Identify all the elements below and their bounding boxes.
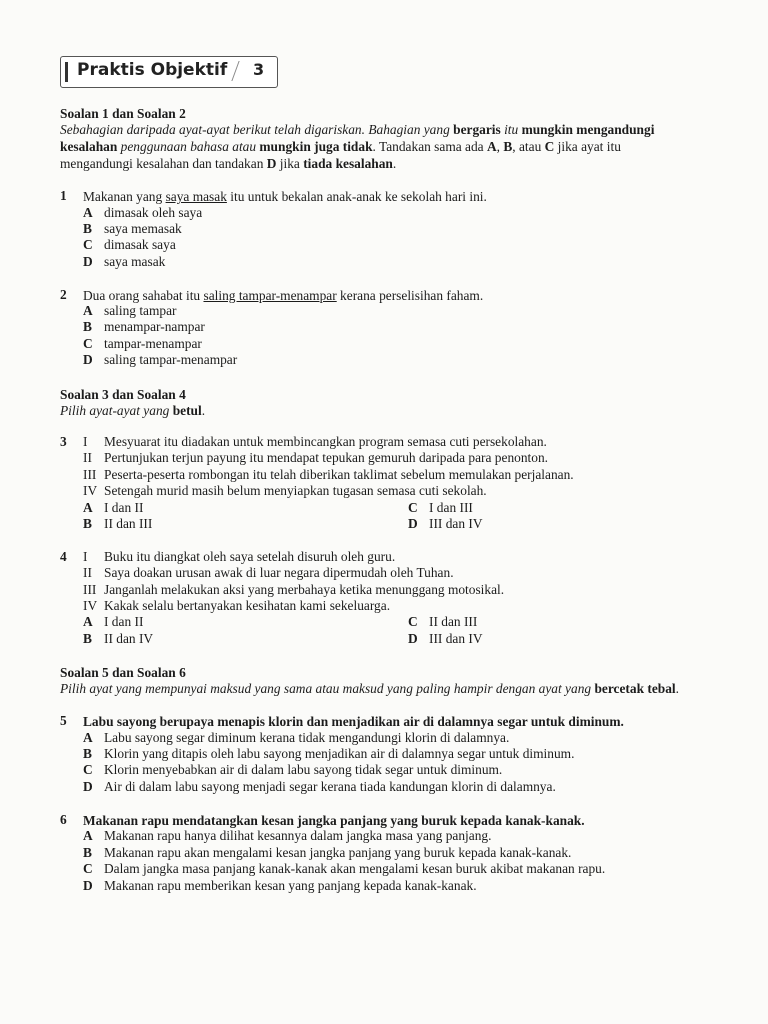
section-heading-5-6: Soalan 5 dan Soalan 6 [60,665,186,680]
question-6-stem: Makanan rapu mendatangkan kesan jangka panjang yang buruk kepada kanak-kanak. [83,813,585,828]
question-number: 2 [60,287,67,302]
statement-text: Buku itu diangkat oleh saya setelah disuruh oleh guru. [104,549,396,564]
roman-numeral: II [83,565,92,580]
option-letter[interactable]: A [83,205,93,220]
exercise-number: 3 [253,60,265,79]
option-letter[interactable]: D [83,352,93,367]
option-letter[interactable]: B [83,746,92,761]
option-text[interactable]: Dalam jangka masa panjang kanak-kanak akan mengalami kesan buruk akibat makanan rapu. [104,861,606,876]
roman-numeral: III [83,467,97,482]
question-number: 3 [60,434,67,449]
question-number: 6 [60,812,67,827]
option-letter[interactable]: D [83,878,93,893]
option-text[interactable]: Makanan rapu memberikan kesan yang panjang kepada kanak-kanak. [104,878,477,893]
option-letter[interactable]: C [83,861,93,876]
option-text[interactable]: Makanan rapu hanya dilihat kesannya dalam jangka masa yang panjang. [104,828,492,843]
option-text[interactable]: saya masak [104,254,166,269]
question-1-stem: Makanan yang saya masak itu untuk bekalan anak-anak ke sekolah hari ini. [83,189,487,204]
option-text[interactable]: I dan III [429,500,473,515]
option-text[interactable]: Makanan rapu akan mengalami kesan jangka panjang yang buruk kepada kanak-kanak. [104,845,572,860]
option-text[interactable]: Labu sayong segar diminum kerana tidak mengandungi klorin di dalamnya. [104,730,510,745]
option-letter[interactable]: C [83,336,93,351]
header-accent-bar [65,62,68,82]
option-letter[interactable]: D [83,254,93,269]
option-letter[interactable]: B [83,221,92,236]
question-number: 1 [60,188,67,203]
option-text[interactable]: I dan II [104,614,144,629]
option-letter[interactable]: D [83,779,93,794]
option-text[interactable]: Air di dalam labu sayong menjadi segar kerana tiada kandungan klorin di dalamnya. [104,779,556,794]
section-heading-3-4: Soalan 3 dan Soalan 4 [60,387,186,402]
statement-text: Janganlah melakukan aksi yang merbahaya ketika menunggang motosikal. [104,582,505,597]
option-text[interactable]: dimasak saya [104,237,176,252]
option-letter[interactable]: C [83,237,93,252]
option-text[interactable]: saling tampar-menampar [104,352,238,367]
statement-text: Kakak selalu bertanyakan kesihatan kami sekeluarga. [104,598,391,613]
question-5-stem: Labu sayong berupaya menapis klorin dan menjadikan air di dalamnya segar untuk diminum. [83,714,624,729]
option-letter[interactable]: D [408,631,418,646]
question-2-stem: Dua orang sahabat itu saling tampar-menampar kerana perselisihan faham. [83,288,484,303]
option-text[interactable]: menampar-nampar [104,319,205,334]
statement-text: Pertunjukan terjun payung itu mendapat tepukan gemuruh daripada para penonton. [104,450,548,465]
option-letter[interactable]: C [408,500,418,515]
option-text[interactable]: II dan III [429,614,478,629]
option-text[interactable]: dimasak oleh saya [104,205,203,220]
page-title: Praktis Objektif [77,60,228,80]
option-text[interactable]: I dan II [104,500,144,515]
option-text[interactable]: Klorin yang ditapis oleh labu sayong menjadikan air di dalamnya segar untuk diminum. [104,746,575,761]
roman-numeral: I [83,549,88,564]
instruction-3-4: Pilih ayat-ayat yang betul. [60,403,206,418]
instruction-line-3: mengandungi kesalahan dan tandakan D jika tiada kesalahan. [60,156,397,171]
roman-numeral: IV [83,598,98,613]
option-text[interactable]: III dan IV [429,631,483,646]
question-number: 5 [60,713,67,728]
option-text[interactable]: III dan IV [429,516,483,531]
option-text[interactable]: Klorin menyebabkan air di dalam labu sayong tidak segar untuk diminum. [104,762,503,777]
option-letter[interactable]: B [83,845,92,860]
statement-text: Saya doakan urusan awak di luar negara dipermudah oleh Tuhan. [104,565,454,580]
section-header [60,56,278,88]
option-text[interactable]: saling tampar [104,303,177,318]
option-text[interactable]: II dan IV [104,631,154,646]
option-letter[interactable]: A [83,730,93,745]
header-divider [231,61,251,81]
option-text[interactable]: saya memasak [104,221,182,236]
option-letter[interactable]: B [83,631,92,646]
instruction-line-1: Sebahagian daripada ayat-ayat berikut telah digariskan. Bahagian yang bergaris itu mungkin mengandungi [60,122,655,137]
option-text[interactable]: tampar-menampar [104,336,202,351]
instruction-line-2: kesalahan penggunaan bahasa atau mungkin juga tidak. Tandakan sama ada A, B, atau C jika ayat itu [60,139,621,154]
roman-numeral: IV [83,483,98,498]
statement-text: Peserta-peserta rombongan itu telah diberikan taklimat sebelum memulakan perjalanan. [104,467,574,482]
section-heading-1-2: Soalan 1 dan Soalan 2 [60,106,186,121]
statement-text: Setengah murid masih belum menyiapkan tugasan semasa cuti sekolah. [104,483,487,498]
option-letter[interactable]: A [83,303,93,318]
option-letter[interactable]: D [408,516,418,531]
roman-numeral: II [83,450,92,465]
instruction-5-6: Pilih ayat yang mempunyai maksud yang sama atau maksud yang paling hampir dengan ayat yang bercetak tebal. [60,681,679,696]
question-number: 4 [60,549,67,564]
option-letter[interactable]: A [83,614,93,629]
option-letter[interactable]: B [83,516,92,531]
option-letter[interactable]: A [83,500,93,515]
option-text[interactable]: II dan III [104,516,153,531]
roman-numeral: I [83,434,88,449]
roman-numeral: III [83,582,97,597]
option-letter[interactable]: B [83,319,92,334]
option-letter[interactable]: C [83,762,93,777]
statement-text: Mesyuarat itu diadakan untuk membincangkan program semasa cuti persekolahan. [104,434,547,449]
option-letter[interactable]: C [408,614,418,629]
option-letter[interactable]: A [83,828,93,843]
